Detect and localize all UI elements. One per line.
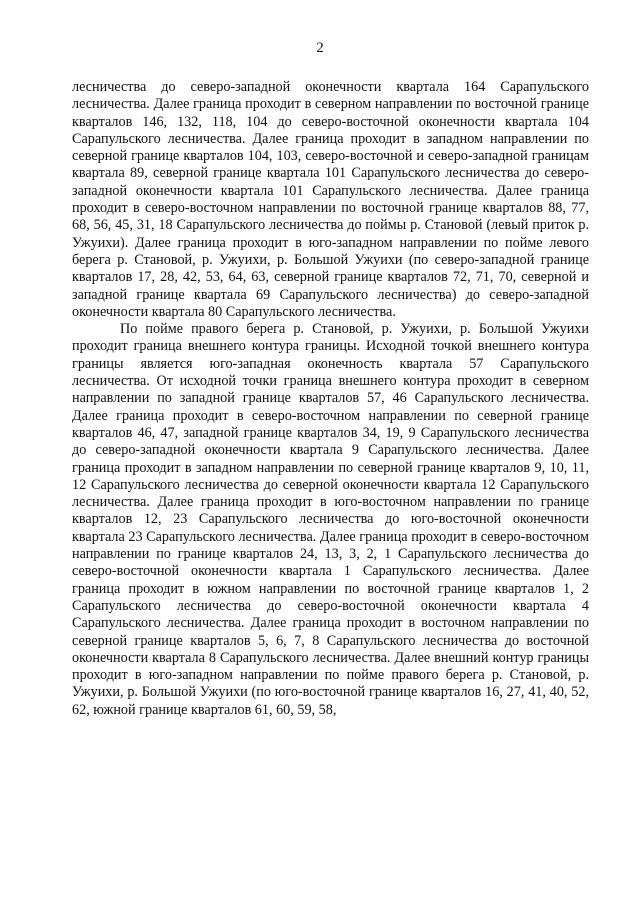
- document-body: [72, 79, 589, 719]
- paragraph-continued: лесничества до северо-западной оконечности квартала 164 Сарапульского лесничества. Далее граница проходит в северном направлении по восточной границе кварталов 146, 132, 118, 104 до северо-восточной оконечности квартала 104 Сарапульского лесничества. Далее граница проходит в западном направлении по северной границе кварталов 104, 103, северо-восточной и северо-западной границам квартала 89, северной границе квартала 101 Сарапульского лесничества до северо-западной оконечности квартала 101 Сарапульского лесничества. Далее граница проходит в северо-восточном направлении по восточной границе кварталов 88, 77, 68, 56, 45, 31, 18 Сарапульского лесничества до поймы р. Становой (левый приток р. Ужуихи). Далее граница проходит в юго-западном направлении по пойме левого берега р. Становой, р. Ужуихи, р. Большой Ужуихи (по северо-западной границе кварталов 17, 28, 42, 53, 64, 63, северной границе кварталов 72, 71, 70, северной и западной границе квартала 69 Сарапульского лесничества) до северо-западной оконечности квартала 80 Сарапульского лесничества.: [72, 79, 589, 320]
- page-number: 2: [316, 40, 324, 56]
- paragraph-outer-contour: По пойме правого берега р. Становой, р. Ужуихи, р. Большой Ужуихи проходит граница внешнего контура границы. Исходной точкой внешнего контура границы является юго-западная оконечность квартала 57 Сарапульского лесничества. От исходной точки граница внешнего контура проходит в северном направлении по западной границе кварталов 57, 46 Сарапульского лесничества. Далее граница проходит в северо-восточном направлении по северной границе кварталов 46, 47, западной границе кварталов 34, 19, 9 Сарапульского лесничества до северо-западной оконечности квартала 9 Сарапульского лесничества. Далее граница проходит в западном направлении по северной границе кварталов 9, 10, 11, 12 Сарапульского лесничества до северной оконечности квартала 12 Сарапульского лесничества. Далее граница проходит в юго-восточном направлении по границе кварталов 12, 23 Сарапульского лесничества до юго-восточной оконечности квартала 23 Сарапульского лесничества. Далее граница проходит в северо-восточном направлении по границе кварталов 24, 13, 3, 2, 1 Сарапульского лесничества до северо-восточной оконечности квартала 1 Сарапульского лесничества. Далее граница проходит в южном направлении по восточной границе кварталов 1, 2 Сарапульского лесничества до северо-восточной оконечности квартала 4 Сарапульского лесничества. Далее граница проходит в восточном направлении по северной границе кварталов 5, 6, 7, 8 Сарапульского лесничества до восточной оконечности квартала 8 Сарапульского лесничества. Далее внешний контур границы проходит в юго-западном направлении по пойме правого берега р. Становой, р. Ужуихи, р. Большой Ужуихи (по юго-восточной границе кварталов 16, 27, 41, 40, 52, 62, южной границе кварталов 61, 60, 59, 58,: [72, 321, 589, 718]
